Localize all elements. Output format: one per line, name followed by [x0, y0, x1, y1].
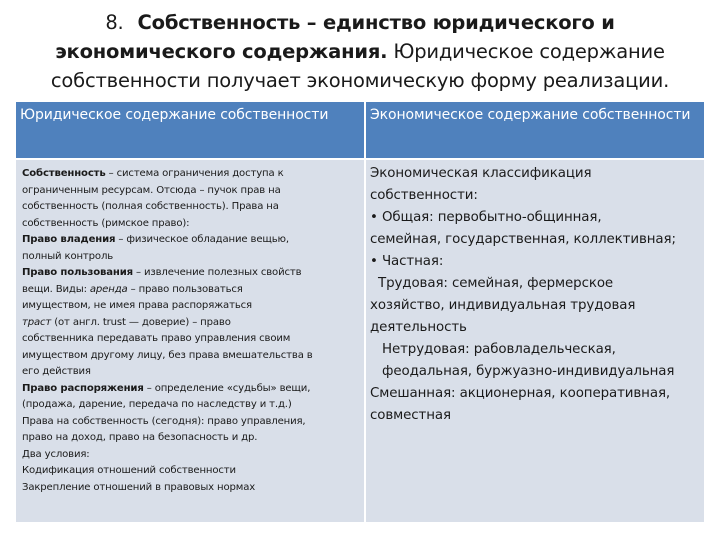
econ-line: деятельность — [370, 320, 467, 335]
legal-term: Право владения — [22, 234, 116, 245]
title-normal-part: Юридическое содержание собственности получает экономическую форму реализации. — [50, 40, 670, 92]
legal-line — [22, 447, 361, 464]
legal-text: имуществом, не имея права распоряжаться — [22, 300, 252, 311]
legal-line — [22, 315, 361, 332]
legal-text: право на доход, право на безопасность и др. — [22, 432, 258, 443]
econ-line: Нетрудовая: рабовладельческая, — [382, 342, 616, 357]
legal-term-italic: аренда — [89, 283, 128, 295]
legal-line — [22, 199, 361, 216]
econ-line: • Общая: первобытно-общинная, — [370, 210, 602, 225]
legal-text: собственность (римское право): — [22, 217, 190, 229]
econ-line: • Частная: — [370, 254, 444, 269]
body-row — [16, 160, 704, 522]
legal-text: собственника передавать право управления своим — [22, 333, 291, 344]
header-row — [16, 102, 704, 158]
slide-title — [14, 8, 706, 95]
econ-line: хозяйство, индивидуальная трудовая — [370, 298, 636, 313]
economic-content-cell — [366, 160, 704, 522]
legal-line — [22, 480, 361, 497]
legal-text: (продажа, дарение, передача по наследству и т.д.) — [22, 399, 292, 410]
legal-line — [22, 265, 361, 282]
legal-line — [22, 364, 361, 381]
econ-line: совместная — [370, 408, 451, 423]
legal-text: его действия — [22, 366, 91, 377]
header-legal: Юридическое содержание собственности — [16, 102, 364, 158]
legal-line — [22, 348, 361, 365]
legal-text: (от англ. trust — доверие) – право — [51, 316, 231, 328]
legal-line — [22, 166, 361, 183]
content-table — [14, 100, 706, 524]
legal-text: – система ограничения доступа к — [105, 168, 284, 179]
legal-text: – физическое обладание вещью, — [115, 234, 289, 245]
econ-line: Трудовая: семейная, фермерское — [378, 276, 614, 291]
legal-text: ограниченным ресурсам. Отсюда – пучок прав на — [22, 184, 281, 196]
legal-term: Право пользования — [22, 267, 133, 278]
legal-line — [22, 381, 361, 398]
legal-term: Собственность — [22, 168, 106, 179]
legal-text: полный контроль — [22, 250, 114, 262]
legal-text: Права на собственность (сегодня): право управления, — [22, 415, 306, 427]
legal-line — [22, 430, 361, 447]
legal-line — [22, 298, 361, 315]
title-bold-part: Собственность – единство юридического и экономического содержания. — [55, 11, 615, 63]
econ-line: Смешанная: акционерная, кооперативная, — [370, 386, 671, 401]
legal-text: Два условия: — [22, 448, 90, 460]
legal-line — [22, 414, 361, 431]
legal-text: – определение «судьбы» вещи, — [143, 382, 311, 394]
legal-text: имуществом другому лицу, без права вмешательства в — [22, 349, 313, 361]
legal-text: – право пользоваться — [127, 283, 243, 295]
econ-line: феодальная, буржуазно-индивидуальная — [382, 364, 675, 379]
legal-line — [22, 331, 361, 348]
legal-line — [22, 249, 361, 266]
legal-text: собственность (полная собственность). Права на — [22, 201, 279, 212]
econ-line: Экономическая классификация — [370, 166, 592, 181]
legal-line — [22, 463, 361, 480]
legal-text: Закрепление отношений в правовых нормах — [22, 481, 256, 493]
legal-line — [22, 183, 361, 200]
legal-line — [22, 232, 361, 249]
legal-line — [22, 282, 361, 299]
legal-text: вещи. Виды: — [22, 283, 90, 295]
legal-line — [22, 216, 361, 233]
header-economic: Экономическое содержание собственности — [366, 102, 704, 158]
legal-line — [22, 397, 361, 414]
econ-line: собственности: — [370, 188, 478, 203]
econ-line: семейная, государственная, коллективная; — [370, 232, 676, 247]
legal-text: – извлечение полезных свойств — [132, 267, 302, 278]
legal-term: Право распоряжения — [22, 382, 144, 394]
legal-text: Кодификация отношений собственности — [22, 465, 236, 476]
legal-content-cell — [16, 160, 364, 522]
slide-number: 8. — [105, 11, 124, 34]
legal-term-italic: траст — [22, 316, 52, 328]
